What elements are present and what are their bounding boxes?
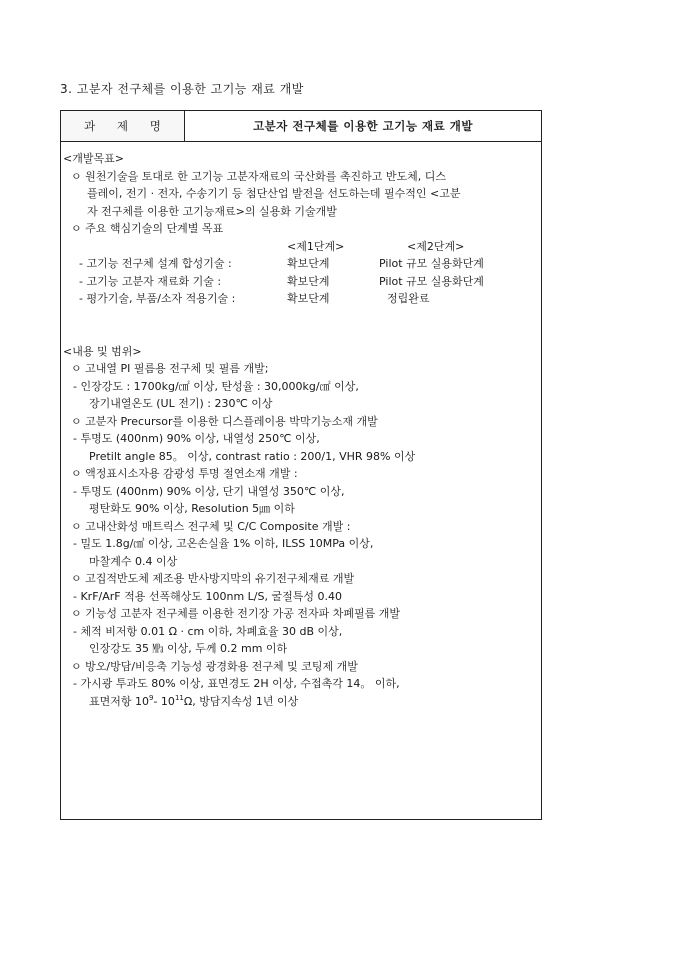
scope-item-detail: - 투명도 (400nm) 90% 이상, 단기 내열성 350℃ 이상, [73,484,345,498]
scope-item-detail: - KrF/ArF 적용 선폭해상도 100nm L/S, 굴절특성 0.40 [73,589,342,603]
scope-item-title: ㅇ 고내열 PI 필름용 전구체 및 필름 개발; [71,362,269,375]
surface-resistance-unit: Ω, 방담지속성 1년 이상 [183,694,299,708]
surface-resistance-range: - 10 [153,694,175,708]
scope-item-detail: - 밀도 1.8g/㎤ 이상, 고온손실율 1% 이하, ILSS 10MPa 이상, [73,537,374,550]
stage-row-stage2: 정립완료 [387,292,430,305]
scope-item-detail: - 체적 비저항 0.01 Ω · cm 이하, 차폐효율 30 dB 이상, [73,624,343,638]
section-heading: 3. 고분자 전구체를 이용한 고기능 재료 개발 [60,82,304,96]
surface-resistance-text: 표면저항 10 [89,694,149,708]
stage-row-stage2: Pilot 규모 실용화단계 [379,257,484,270]
content-cell [61,142,541,710]
stage-row-stage1: 확보단계 [287,274,330,288]
goal-para1-line3: 자 전구체를 이용한 고기능재료>의 실용화 기술개발 [87,204,337,218]
scope-item-detail: 장기내열온도 (UL 전기) : 230℃ 이상 [89,397,273,410]
stage2-header: <제2단계> [407,239,465,253]
project-table [60,110,542,820]
title-value-cell [185,111,541,141]
scope-item-title: ㅇ 고분자 Precursor를 이용한 디스플레이용 박막기능소재 개발 [71,414,378,428]
title-row [61,111,541,142]
goal-header: <개발목표> [63,152,124,165]
stage-row [61,290,541,308]
scope-item-detail: 평탄화도 90% 이상, Resolution 5㎛ 이하 [89,502,295,515]
goal-para2: ㅇ 주요 핵심기술의 단계별 목표 [71,222,224,235]
scope-last-line [61,693,541,711]
title-label: 과 제 명 [84,119,170,133]
stage-row-stage2: Pilot 규모 실용화단계 [379,274,484,288]
scope-item-detail: - 인장강도 : 1700kg/㎠ 이상, 탄성율 : 30,000kg/㎠ 이상, [73,379,359,393]
stage-row-name: - 고기능 고분자 재료화 기술 : [79,274,222,288]
exponent: 11 [174,693,184,702]
spacer [61,325,541,343]
scope-item-title: ㅇ 방오/방담/비응축 기능성 광경화용 전구체 및 코팅제 개발 [71,659,358,673]
stage-row-stage1: 확보단계 [287,257,330,270]
title-label-cell [61,111,185,141]
stage-row [61,255,541,273]
scope-item-detail: 마찰계수 0.4 이상 [89,554,178,568]
stage1-header: <제1단계> [287,239,345,253]
stage-row-name: - 평가기술, 부품/소자 적용기술 : [79,292,236,305]
scope-item-title: ㅇ 고집적반도체 제조용 반사방지막의 유기전구체재료 개발 [71,572,355,585]
spacer [61,308,541,326]
scope-item-title: ㅇ 고내산화성 매트릭스 전구체 및 C/C Composite 개발 : [71,519,351,533]
stage-row [61,273,541,291]
stage-header-row [61,238,541,256]
scope-item-detail: - 투명도 (400nm) 90% 이상, 내열성 250℃ 이상, [73,432,320,445]
goal-para1-line1: ㅇ 원천기술을 토대로 한 고기능 고분자재료의 국산화를 촉진하고 반도체, 디스 [71,169,446,183]
title-value: 고분자 전구체를 이용한 고기능 재료 개발 [253,119,473,133]
stage-row-stage1: 확보단계 [287,292,330,305]
scope-item-detail: 인장강도 35 ㎫ 이상, 두께 0.2 mm 이하 [89,642,288,655]
exponent: 9 [149,693,154,702]
scope-header: <내용 및 범위> [63,344,142,358]
scope-item-detail: Pretilt angle 85。 이상, contrast ratio : 200/1, VHR 98% 이상 [89,449,416,463]
stage-row-name: - 고기능 전구체 설계 합성기술 : [79,257,232,270]
scope-item-detail: - 가시광 투과도 80% 이상, 표면경도 2H 이상, 수접촉각 14。 이하, [73,677,400,690]
scope-item-title: ㅇ 액정표시소자용 감광성 투명 절연소재 개발 : [71,467,298,480]
goal-para1-line2: 플레이, 전기 · 전자, 수송기기 등 첨단산업 발전을 선도하는데 필수적인 <고분 [87,187,461,200]
scope-item-title: ㅇ 기능성 고분자 전구체를 이용한 전기장 가공 전자파 차폐필름 개발 [71,607,400,620]
